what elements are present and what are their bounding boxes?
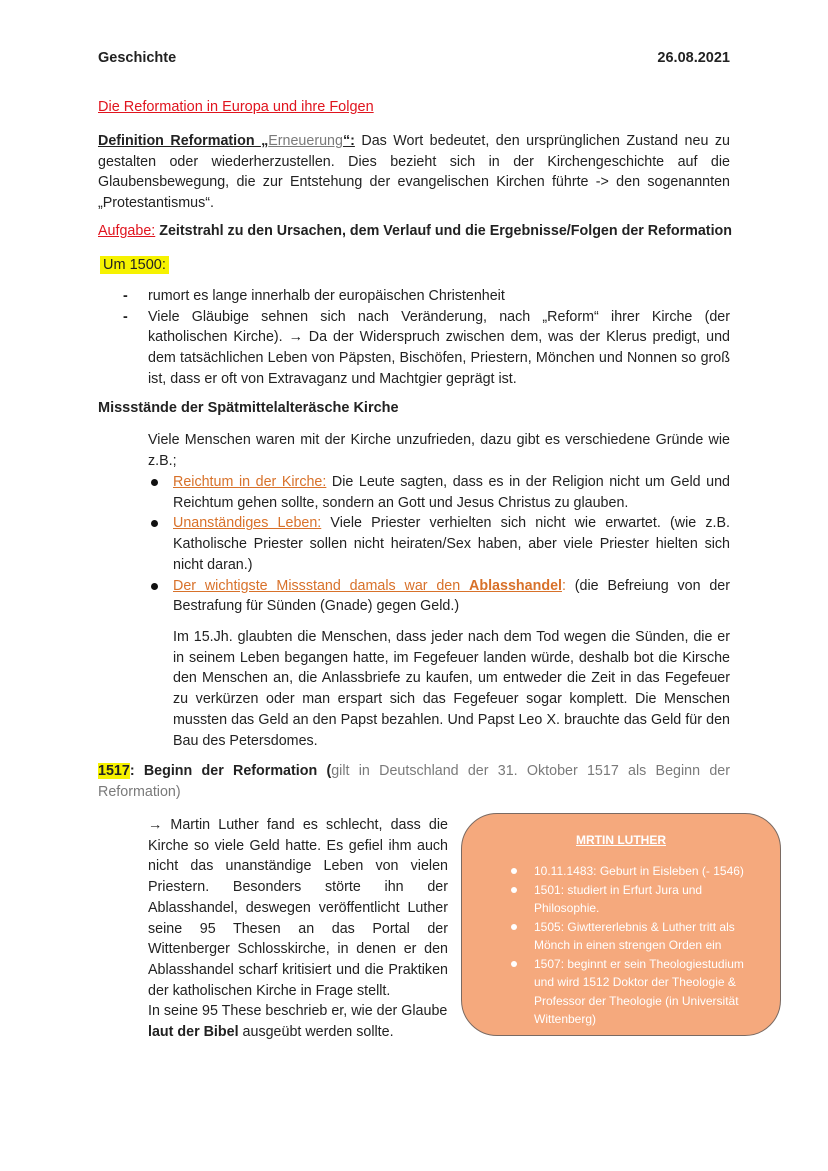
list-item: - Viele Gläubige sehnen sich nach Veränderung, nach „Reform“ ihrer Kirche (der katholischen Kirche). → Da der Widerspruch zwischen dem, was der Klerus predigt, und dem tatsächlichen Leben von Päpsten, Bischöfen, Priestern, Mönchen und Nonnen so groß ist, dass er oft von Extravaganz und Machtgier geprägt ist. (123, 308, 730, 387)
definition-paragraph (98, 131, 730, 214)
year-1517: 1517 (98, 763, 130, 779)
list-item: Der wichtigste Missstand damals war den Ablasshandel: (die Befreiung von der Bestrafung für Sünden (Gnade) gegen Geld.) (148, 576, 730, 617)
missstaende-list (148, 472, 730, 617)
missstaende-heading: Missstände der Spätmittelalteräsche Kirche (98, 400, 399, 416)
ablasshandel-label: Ablasshandel (469, 577, 562, 594)
missstaende-intro: Viele Menschen waren mit der Kirche unzufrieden, dazu gibt es verschiedene Gründe wie z.B.; (148, 432, 730, 469)
item-label: Unanständiges Leben: (173, 515, 322, 532)
definition-label: Definition Reformation „ (98, 133, 269, 149)
definition-term: Erneuerung (268, 133, 343, 149)
y1517-heading: : Beginn der Reformation ( (129, 763, 332, 779)
section-um-1500: Um 1500: (100, 256, 169, 274)
section-1517 (98, 761, 730, 802)
ablass-paragraph: Im 15.Jh. glaubten die Menschen, dass jeder nach dem Tod wegen die Sünden, die er in seinem Leben begangen hatte, im Fegefeuer landen würde, deshalb bot die Kirsche den Menschen an, die Anlassbriefe zu kaufen, um entweder die Zeit in das Fegefeuer zu verkürzen oder man erspart sich das Fegefeuer sogar komplett. Die Menschen mussten das Geld an den Papst bezahlen. Und Papst Leo X. brauchte das Geld für den Bau des Petersdomes. (173, 629, 730, 749)
date-label: 26.08.2021 (657, 50, 730, 66)
definition-label-end: “: (342, 133, 355, 149)
info-box-list (506, 862, 761, 1029)
list-item: Unanständiges Leben: Viele Priester verhielten sich nicht wie erwartet. (wie z.B. Katholische Priester sollen nicht heiraten/Sex haben, aber viele Priester hielten sich nicht daran.) (148, 513, 730, 575)
laut-der-bibel: laut der Bibel (148, 1024, 239, 1041)
definition-text: Das Wort bedeutet, den ursprünglichen Zustand neu zu gestalten oder wiederherzustellen. Dies bezieht sich in der Kirchengeschichte auf die Glaubensbewegung, die zur Entstehung der evangelischen Kirchen führte -> den sogenannten „Protestantismus“. (98, 133, 730, 212)
item-label: Reichtum in der Kirche: (173, 474, 327, 490)
martin-luther-info-box (461, 813, 781, 1036)
subject-label: Geschichte (98, 50, 177, 66)
task-text: Zeitstrahl zu den Ursachen, dem Verlauf und die Ergebnisse/Folgen der Reformation (155, 223, 733, 239)
list-item: - rumort es lange innerhalb der europäischen Christenheit (123, 288, 505, 304)
list-item: Reichtum in der Kirche: Die Leute sagten, dass es in der Religion nicht um Geld und Reichtum gehen sollte, sondern an Gott und Jesus Christus zu glauben. (148, 472, 730, 513)
luther-paragraph: → Martin Luther fand es schlecht, dass die Kirche so viele Geld hatte. Es gefiel ihm auch nicht das unanständige Leben von vielen Priestern. Besonders störte ihn der Ablasshandel, deswegen veröffentlicht Luther seine 95 Thesen an das Portal der Wittenberger Schlosskirche, in denen er den Ablasshandel scharf kritisiert und die Praktiken der katholischen Kirche in Frage stellt. In seine 95 These beschrieb er, wie der Glaube laut der Bibel ausgeübt werden sollte. (148, 817, 448, 1041)
list-item: 10.11.1483: Geburt in Eisleben (- 1546) (506, 862, 761, 881)
list-item: 1505: Giwttererlebnis & Luther tritt als Mönch in einen strengen Orden ein (506, 918, 761, 955)
y1517-note: gilt in Deutschland der 31. Oktober 1517 als Beginn der Reformation) (98, 763, 730, 800)
page-title: Die Reformation in Europa und ihre Folgen (98, 99, 374, 115)
task-label: Aufgabe: (98, 223, 156, 239)
list-item: 1501: studiert in Erfurt Jura und Philosophie. (506, 881, 761, 918)
task-line (98, 223, 732, 239)
list-item: 1507: beginnt er sein Theologiestudium und wird 1512 Doktor der Theologie & Professor der Theologie (in Universität Wittenberg) (506, 955, 761, 1029)
item-label: Der wichtigste Missstand damals war den (173, 577, 470, 594)
info-box-title: MRTIN LUTHER (576, 833, 666, 847)
um-1500-list (98, 286, 730, 390)
